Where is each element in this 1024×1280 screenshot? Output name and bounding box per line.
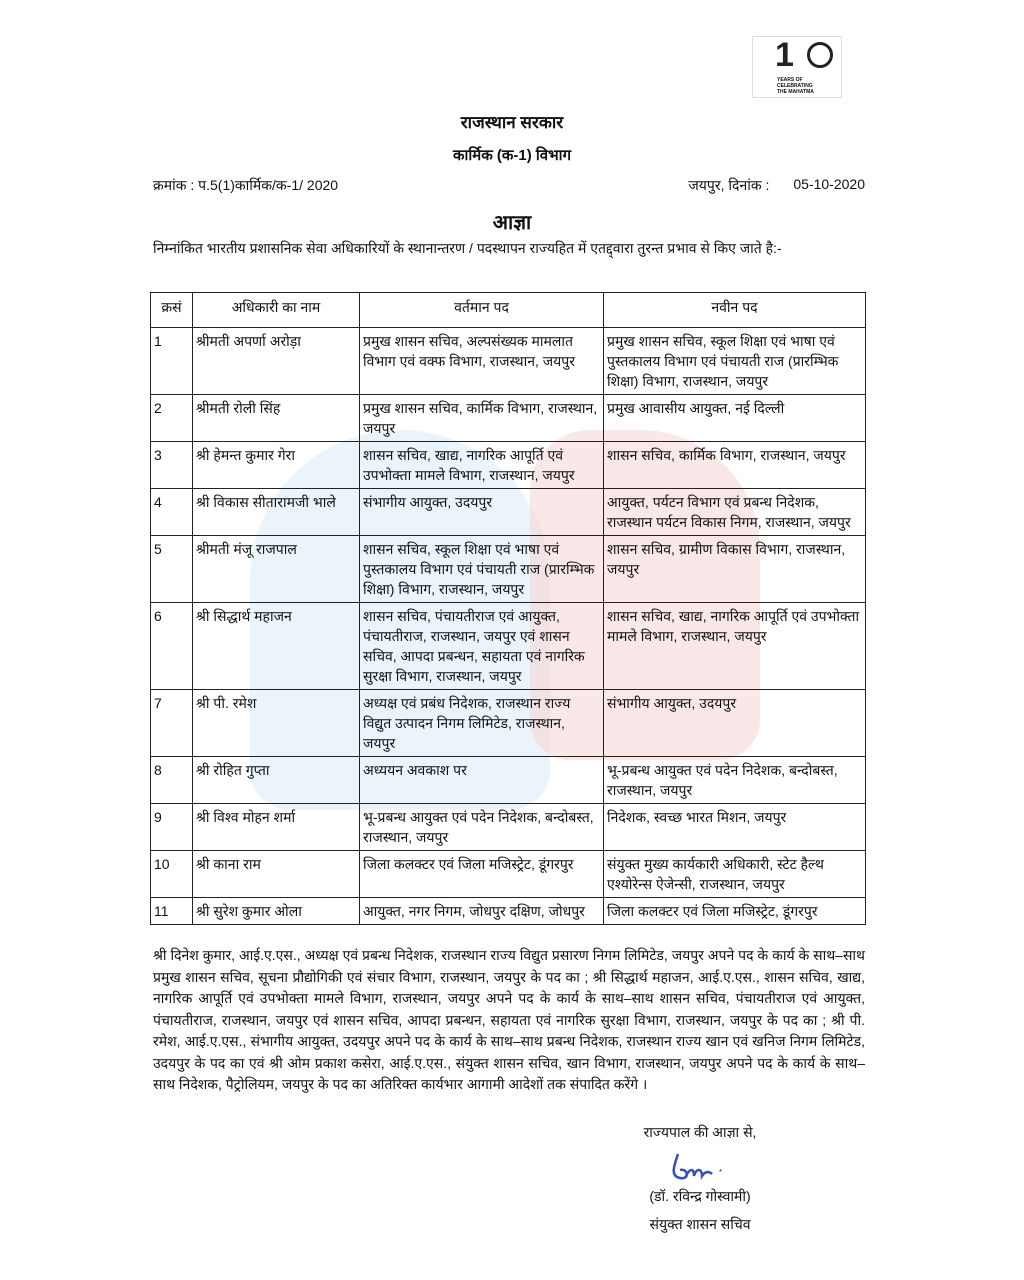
serial-cell: 1 (151, 328, 193, 395)
serial-cell: 5 (151, 536, 193, 603)
officer-name-cell: श्री सुरेश कुमार ओला (193, 898, 360, 925)
officer-name-cell: श्री रोहित गुप्ता (193, 757, 360, 804)
table-row (151, 603, 866, 690)
table-row (151, 804, 866, 851)
current-post-cell: संभागीय आयुक्त, उदयपुर (360, 489, 604, 536)
current-post-cell: शासन सचिव, स्कूल शिक्षा एवं भाषा एवं पुस्तकालय विभाग एवं पंचायती राज (प्रारम्भिक शिक्षा) विभाग, राजस्थान, जयपुर (360, 536, 604, 603)
current-post-cell: प्रमुख शासन सचिव, कार्मिक विभाग, राजस्थान, जयपुर (360, 395, 604, 442)
new-post-cell: संभागीय आयुक्त, उदयपुर (604, 690, 866, 757)
current-post-cell: अध्यक्ष एवं प्रबंध निदेशक, राजस्थान राज्य विद्युत उत्पादन निगम लिमिटेड, राजस्थान, जयपुर (360, 690, 604, 757)
officer-name-cell: श्रीमती मंजू राजपाल (193, 536, 360, 603)
current-post-cell: अध्ययन अवकाश पर (360, 757, 604, 804)
officer-name-cell: श्री हेमन्त कुमार गेरा (193, 442, 360, 489)
new-post-cell: प्रमुख आवासीय आयुक्त, नई दिल्ली (604, 395, 866, 442)
current-post-cell: जिला कलक्टर एवं जिला मजिस्ट्रेट, डूंगरपुर (360, 851, 604, 898)
table-row (151, 395, 866, 442)
table-row (151, 489, 866, 536)
table-row (151, 757, 866, 804)
signature-block (600, 1122, 800, 1234)
serial-cell: 2 (151, 395, 193, 442)
logo-caption: YEARS OF CELEBRATING THE MAHATMA (777, 77, 814, 95)
new-post-cell: शासन सचिव, ग्रामीण विकास विभाग, राजस्थान, जयपुर (604, 536, 866, 603)
table-row (151, 851, 866, 898)
new-post-cell: प्रमुख शासन सचिव, स्कूल शिक्षा एवं भाषा एवं पुस्तकालय विभाग एवं पंचायती राज (प्रारम्भिक शिक्षा) विभाग, राजस्थान, जयपुर (604, 328, 866, 395)
table-row (151, 690, 866, 757)
signature-mark (660, 1146, 740, 1186)
serial-cell: 3 (151, 442, 193, 489)
current-post-cell: भू-प्रबन्ध आयुक्त एवं पदेन निदेशक, बन्दोबस्त, राजस्थान, जयपुर (360, 804, 604, 851)
table-row (151, 328, 866, 395)
new-post-cell: शासन सचिव, खाद्य, नागरिक आपूर्ति एवं उपभोक्ता मामले विभाग, राजस्थान, जयपुर (604, 603, 866, 690)
additional-charge-paragraph: श्री दिनेश कुमार, आई.ए.एस., अध्यक्ष एवं प्रबन्ध निदेशक, राजस्थान राज्य विद्युत प्रसारण निगम लिमिटेड, जयपुर अपने पद के कार्य के साथ–साथ प्रमुख शासन सचिव, सूचना प्रौद्योगिकी एवं संचार विभाग, राजस्थान, जयपुर के पद का ; श्री सिद्धार्थ महाजन, आई.ए.एस., शासन सचिव, खाद्य, नागरिक आपूर्ति एवं उपभोक्ता मामले विभाग, राजस्थान, जयपुर अपने पद के कार्य के साथ–साथ शासन सचिव, पंचायतीराज एवं आयुक्त, पंचायतीराज, राजस्थान, जयपुर एवं शासन सचिव, आपदा प्रबन्धन, सहायता एवं नागरिक सुरक्षा विभाग, राजस्थान, जयपुर के पद का ; श्री पी. रमेश, आई.ए.एस., संभागीय आयुक्त, उदयपुर अपने पद के कार्य के साथ–साथ प्रबन्ध निदेशक, राजस्थान राज्य खान एवं खनिज निगम लिमिटेड, उदयपुर के पद का एवं श्री ओम प्रकाश कसेरा, आई.ए.एस., संयुक्त शासन सचिव, खान विभाग, राजस्थान, जयपुर अपने पद के कार्य के साथ–साथ निदेशक, पैट्रोलियम, जयपुर के पद का अतिरिक्त कार्यभार आगामी आदेशों तक संपादित करेंगे । (153, 947, 865, 1092)
table-row (151, 898, 866, 925)
reference-number: क्रमांक : प.5(1)कार्मिक/क-1/ 2020 (153, 177, 339, 193)
new-post-cell: भू-प्रबन्ध आयुक्त एवं पदेन निदेशक, बन्दोबस्त, राजस्थान, जयपुर (604, 757, 866, 804)
logo-number: 1 (775, 36, 794, 74)
new-post-cell: जिला कलक्टर एवं जिला मजिस्ट्रेट, डूंगरपुर (604, 898, 866, 925)
column-header-current-post: वर्तमान पद (360, 293, 604, 328)
order-date: 05-10-2020 (793, 176, 865, 192)
serial-cell: 6 (151, 603, 193, 690)
officer-name-cell: श्री सिद्धार्थ महाजन (193, 603, 360, 690)
officer-name-cell: श्री विश्व मोहन शर्मा (193, 804, 360, 851)
intro-text: निम्नांकित भारतीय प्रशासनिक सेवा अधिकारियों के स्थानान्तरण / पदस्थापन राज्यहित में एतद्द्वारा तुरन्त प्रभाव से किए जाते है:- (153, 240, 782, 256)
signatory-name: (डॉ. रविन्द्र गोस्वामी) (649, 1187, 751, 1204)
government-title: राजस्थान सरकार (460, 113, 564, 132)
table-row (151, 536, 866, 603)
new-post-cell: आयुक्त, पर्यटन विभाग एवं प्रबन्ध निदेशक, राजस्थान पर्यटन विकास निगम, राजस्थान, जयपुर (604, 489, 866, 536)
serial-cell: 9 (151, 804, 193, 851)
column-header-serial: क्रसं (151, 293, 193, 328)
place-date-label: जयपुर, दिनांक : (688, 177, 770, 193)
officer-name-cell: श्रीमती रोली सिंह (193, 395, 360, 442)
column-header-new-post: नवीन पद (604, 293, 866, 328)
order-title: आज्ञा (492, 212, 532, 234)
current-post-cell: आयुक्त, नगर निगम, जोधपुर दक्षिण, जोधपुर (360, 898, 604, 925)
transfer-table (150, 292, 866, 925)
current-post-cell: शासन सचिव, खाद्य, नागरिक आपूर्ति एवं उपभोक्ता मामले विभाग, राजस्थान, जयपुर (360, 442, 604, 489)
officer-name-cell: श्री काना राम (193, 851, 360, 898)
table-row (151, 442, 866, 489)
signatory-designation: संयुक्त शासन सचिव (649, 1215, 751, 1232)
new-post-cell: संयुक्त मुख्य कार्यकारी अधिकारी, स्टेट हैल्थ एश्योरेन्स ऐजेन्सी, राजस्थान, जयपुर (604, 851, 866, 898)
current-post-cell: प्रमुख शासन सचिव, अल्पसंख्यक मामलात विभाग एवं वक्फ विभाग, राजस्थान, जयपुर (360, 328, 604, 395)
serial-cell: 8 (151, 757, 193, 804)
new-post-cell: निदेशक, स्वच्छ भारत मिशन, जयपुर (604, 804, 866, 851)
table-header-row (151, 293, 866, 328)
department-title: कार्मिक (क-1) विभाग (452, 147, 572, 164)
current-post-cell: शासन सचिव, पंचायतीराज एवं आयुक्त, पंचायतीराज, राजस्थान, जयपुर एवं शासन सचिव, आपदा प्रबन्धन, सहायता एवं नागरिक सुरक्षा विभाग, राजस्थान, जयपुर (360, 603, 604, 690)
serial-cell: 7 (151, 690, 193, 757)
officer-name-cell: श्री विकास सीतारामजी भाले (193, 489, 360, 536)
serial-cell: 10 (151, 851, 193, 898)
by-order-text: राज्यपाल की आज्ञा से, (643, 1123, 757, 1140)
document-body (150, 0, 866, 1234)
officer-name-cell: श्री पी. रमेश (193, 690, 360, 757)
column-header-officer: अधिकारी का नाम (193, 293, 360, 328)
serial-cell: 11 (151, 898, 193, 925)
new-post-cell: शासन सचिव, कार्मिक विभाग, राजस्थान, जयपुर (604, 442, 866, 489)
officer-name-cell: श्रीमती अपर्णा अरोड़ा (193, 328, 360, 395)
serial-cell: 4 (151, 489, 193, 536)
